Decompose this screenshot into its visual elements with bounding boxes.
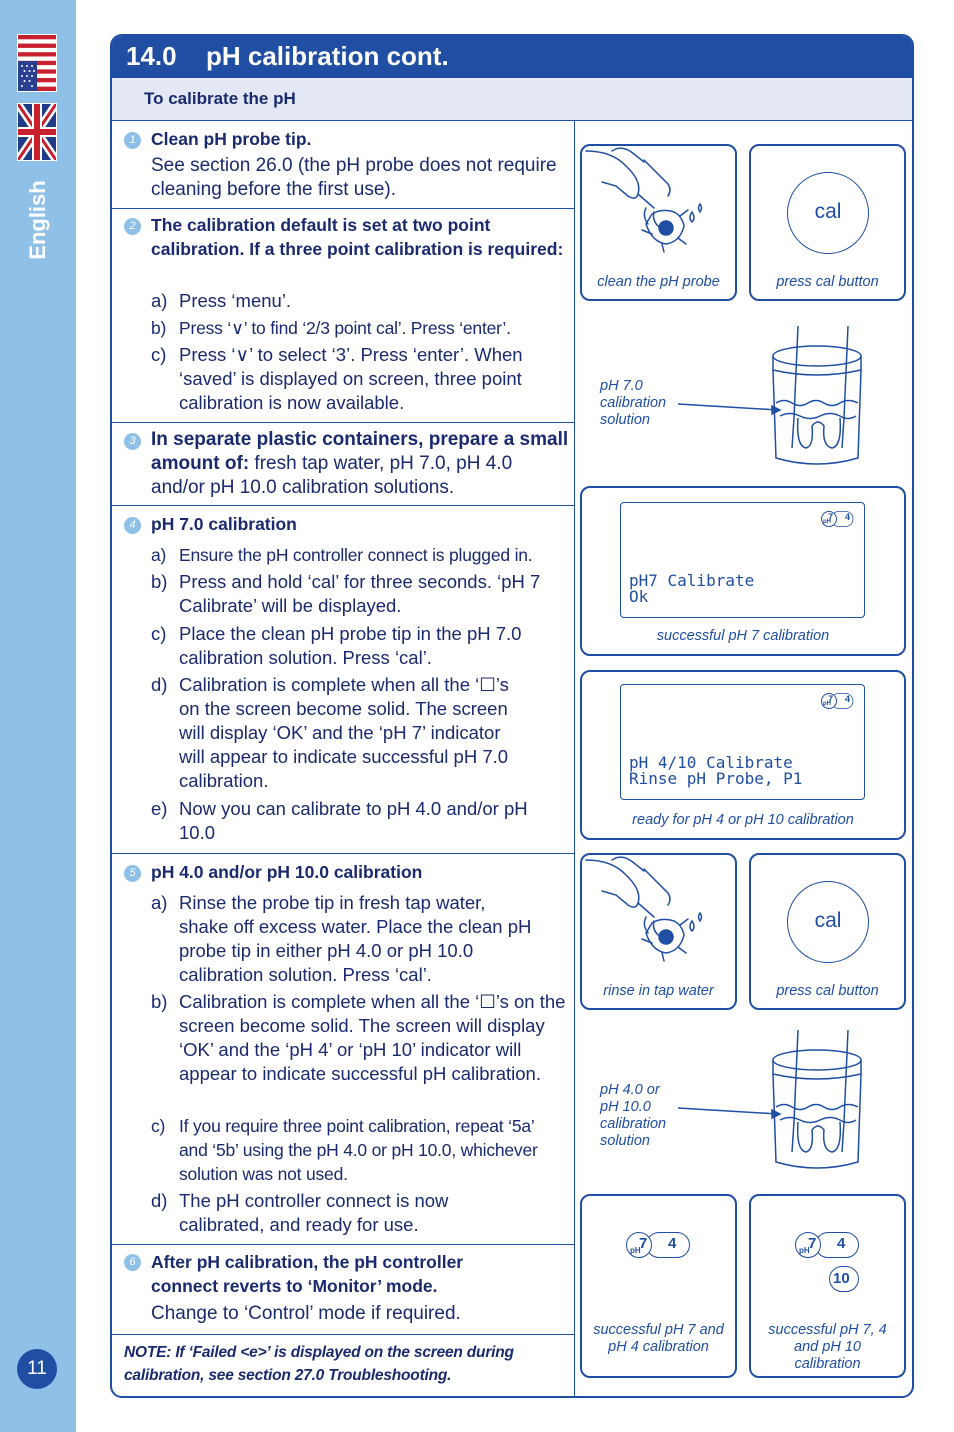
list-item <box>151 797 571 845</box>
step-number-badge: 4 <box>124 517 141 534</box>
list-item-text: Place the clean pH probe tip in the pH 7.0 calibration solution. Press ‘cal’. <box>179 623 522 668</box>
list-item-label: d) <box>151 1190 168 1211</box>
uk-flag-icon <box>17 103 57 161</box>
ph-label: pH <box>823 519 831 525</box>
ph-label: pH <box>823 701 831 707</box>
step-divider <box>112 853 574 854</box>
list-item-label: e) <box>151 798 168 819</box>
list-item <box>151 891 571 987</box>
lcd-line-2: Rinse pH Probe, P1 <box>629 769 803 788</box>
ph-7-4-10-indicator-icon <box>795 1232 865 1296</box>
ph-label: pH <box>799 1246 810 1255</box>
figure-caption: rinse in tap water <box>603 983 714 999</box>
section-title-bar <box>112 36 912 78</box>
step-text: See section 26.0 (the pH probe does not require cleaning before the first use). <box>151 155 557 200</box>
lcd-line-2: Ok <box>629 587 649 606</box>
list-item <box>151 1114 571 1186</box>
list-item-text: Press ‘∨’ to select ‘3’. Press ‘enter’. When ‘saved’ is displayed on screen, three point calibration is now available. <box>179 344 523 413</box>
cal-button-icon: cal <box>787 881 869 963</box>
step-heading: Clean pH probe tip. <box>151 129 312 149</box>
list-item-label: b) <box>151 991 168 1012</box>
list-item-text: Calibration is complete when all the ‘☐’s on the screen become solid. The screen will display ‘OK’ and the ‘pH 7’ indicator will appear to indicate successful pH 7.0 calibration. <box>179 674 509 791</box>
solution-label: pH 7.0 calibration solution <box>600 378 667 428</box>
list-item-text: Press and hold ‘cal’ for three seconds. ‘pH 7 Calibrate’ will be displayed. <box>179 571 541 616</box>
ph-4-label: 4 <box>845 694 851 704</box>
step-text-block <box>151 428 569 500</box>
rinse-probe-figure <box>580 853 737 1010</box>
ph-7-label: 7 <box>808 1235 817 1252</box>
step-divider <box>112 1334 574 1335</box>
list-item <box>151 622 571 670</box>
figure-caption: press cal button <box>776 983 879 999</box>
ph-7-label: 7 <box>828 694 834 704</box>
list-item <box>151 570 571 618</box>
step-divider <box>112 422 574 423</box>
list-item <box>151 316 571 340</box>
us-flag-icon <box>17 34 57 92</box>
step-text: fresh tap water, pH 7.0, pH 4.0 and/or pH 10.0 calibration solutions. <box>151 453 513 498</box>
press-cal-figure <box>749 144 906 301</box>
subheader-title: To calibrate the pH <box>144 89 296 108</box>
list-item-text: Press ‘∨’ to find ‘2/3 point cal’. Press ‘enter’. <box>179 318 511 338</box>
ph-7-label: 7 <box>828 512 834 522</box>
step-number-badge: 2 <box>124 218 141 235</box>
list-item-label: d) <box>151 674 168 695</box>
clean-probe-figure <box>580 144 737 301</box>
probe-in-solution-icon <box>672 1022 872 1172</box>
step-text: Change to ‘Control’ mode if required. <box>151 1303 461 1324</box>
step-heading: pH 4.0 and/or pH 10.0 calibration <box>151 862 423 882</box>
list-item-label: a) <box>151 290 168 311</box>
list-item-text: Rinse the probe tip in fresh tap water, shake off excess water. Place the clean pH probe tip in either pH 4.0 or pH 10.0 calibration solution. Press ‘cal’. <box>179 892 532 985</box>
section-card <box>110 34 914 1398</box>
ph-label: pH <box>630 1246 641 1255</box>
list-item-label: a) <box>151 892 168 913</box>
two-point-success-figure <box>580 1194 737 1378</box>
step-number-badge: 5 <box>124 865 141 882</box>
section-title: pH calibration cont. <box>206 41 449 71</box>
step-divider <box>112 208 574 209</box>
list-item-label: b) <box>151 571 168 592</box>
step-heading: In separate plastic containers, prepare a small amount of: <box>151 429 569 474</box>
step-heading: After pH calibration, the pH controller connect reverts to ‘Monitor’ mode. <box>151 1252 464 1296</box>
step-divider <box>112 505 574 506</box>
figure-caption: successful pH 7 and pH 4 calibration <box>593 1322 724 1355</box>
lcd-figure-ph7 <box>580 486 906 656</box>
column-divider <box>574 120 575 1396</box>
subheader <box>112 78 912 121</box>
step-number-badge: 1 <box>124 132 141 149</box>
lcd-figure-ph4-10 <box>580 670 906 840</box>
lcd-line-1: pH 4/10 Calibrate <box>629 753 793 772</box>
figure-caption: clean the pH probe <box>597 274 720 290</box>
step-heading: pH 7.0 calibration <box>151 514 297 534</box>
ph-7-4-indicator-icon <box>821 693 861 713</box>
hand-probe-icon <box>582 146 735 276</box>
list-item <box>151 673 571 793</box>
lcd-screen <box>620 502 865 618</box>
language-label: English <box>25 180 50 260</box>
list-item-label: a) <box>151 545 167 565</box>
cal-button-icon: cal <box>787 172 869 254</box>
list-item <box>151 1189 571 1237</box>
figure-caption: successful pH 7 calibration <box>656 628 830 644</box>
three-point-success-figure <box>749 1194 906 1378</box>
list-item <box>151 990 571 1086</box>
ph-4-label: 4 <box>845 512 851 522</box>
list-item-label: c) <box>151 1116 166 1136</box>
list-item-text: Press ‘menu’. <box>179 290 292 311</box>
lcd-line-1: pH7 Calibrate <box>629 571 755 590</box>
ph-7-label: 7 <box>639 1235 648 1252</box>
list-item <box>151 543 571 567</box>
step-divider <box>112 1244 574 1245</box>
lcd-screen <box>620 684 865 800</box>
ph-7-4-indicator-icon <box>626 1232 696 1260</box>
ph-10-label: 10 <box>833 1270 850 1287</box>
solution-label: pH 4.0 or pH 10.0 calibration solution <box>600 1082 667 1149</box>
probe-in-solution-icon <box>672 318 872 468</box>
figure-caption: press cal button <box>776 274 879 290</box>
ph-4-label: 4 <box>837 1235 846 1252</box>
step-number-badge: 3 <box>124 433 141 450</box>
note: NOTE: If ‘Failed <e>’ is displayed on the screen during calibration, see section 27.0 Troubleshooting. <box>124 1344 514 1384</box>
list-item-label: c) <box>151 344 167 365</box>
hand-probe-icon <box>582 855 735 985</box>
press-cal-figure <box>749 853 906 1010</box>
list-item-label: b) <box>151 318 167 338</box>
ph-4-label: 4 <box>668 1235 677 1252</box>
list-item-text: If you require three point calibration, repeat ‘5a’ and ‘5b’ using the pH 4.0 or pH 10.0, whichever solution was not used. <box>179 1116 538 1184</box>
step-number-badge: 6 <box>124 1254 141 1271</box>
sidebar <box>0 0 76 1432</box>
ph-7-4-indicator-icon <box>821 511 861 531</box>
list-item-text: The pH controller connect is now calibrated, and ready for use. <box>179 1190 449 1235</box>
page-number: 11 <box>17 1349 57 1389</box>
figure-caption: ready for pH 4 or pH 10 calibration <box>632 812 854 828</box>
list-item <box>151 289 571 313</box>
step-heading: The calibration default is set at two point calibration. If a three point calibration is required: <box>151 215 564 259</box>
figure-caption: successful pH 7, 4 and pH 10 calibration <box>768 1322 887 1372</box>
list-item-text: Ensure the pH controller connect is plugged in. <box>179 545 533 565</box>
list-item-label: c) <box>151 623 167 644</box>
list-item-text: Now you can calibrate to pH 4.0 and/or pH 10.0 <box>179 798 528 843</box>
list-item-text: Calibration is complete when all the ‘☐’s on the screen become solid. The screen will display ‘OK’ and the ‘pH 4’ or ‘pH 10’ indicator will appear to indicate successful pH calibration. <box>179 991 566 1084</box>
section-number: 14.0 <box>126 41 177 71</box>
list-item <box>151 343 571 415</box>
